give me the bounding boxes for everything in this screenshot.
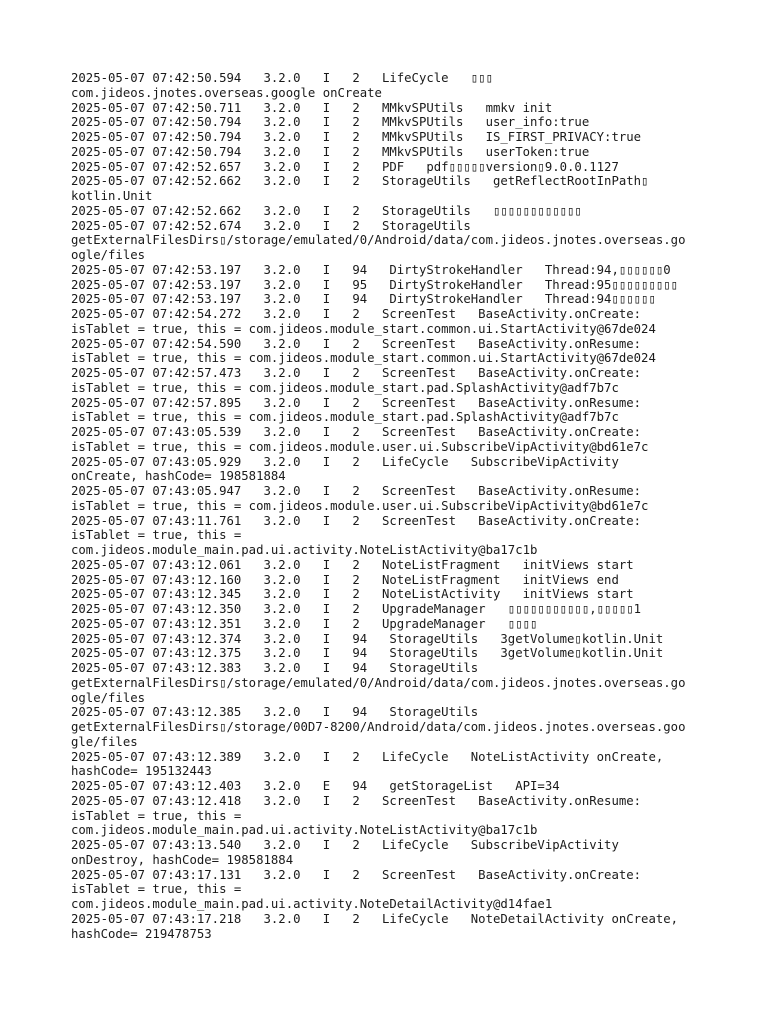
log-line: isTablet = true, this = com.jideos.module_start.common.ui.StartActivity@67de024 — [71, 351, 656, 366]
log-line: 2025-05-07 07:43:05.929 3.2.0 I 2 LifeCycle SubscribeVipActivity — [71, 454, 619, 469]
log-line: 2025-05-07 07:42:50.594 3.2.0 I 2 LifeCycle ▯▯▯ — [71, 71, 493, 85]
log-line: 2025-05-07 07:43:12.345 3.2.0 I 2 NoteListActivity initViews start — [71, 587, 634, 602]
log-line: 2025-05-07 07:42:50.794 3.2.0 I 2 MMkvSPUtils userToken:true — [71, 144, 590, 159]
log-line: 2025-05-07 07:43:17.218 3.2.0 I 2 LifeCycle NoteDetailActivity onCreate, — [71, 911, 679, 926]
log-line: 2025-05-07 07:43:12.374 3.2.0 I 94 StorageUtils 3getVolume▯kotlin.Unit — [71, 631, 664, 646]
log-line: getExternalFilesDirs▯/storage/00D7-8200/Android/data/com.jideos.jnotes.overseas.goo — [71, 720, 686, 734]
log-line: getExternalFilesDirs▯/storage/emulated/0/Android/data/com.jideos.jnotes.overseas.go — [71, 675, 686, 690]
log-line: 2025-05-07 07:42:53.197 3.2.0 I 94 DirtyStrokeHandler Thread:94,▯▯▯▯▯▯0 — [71, 262, 671, 277]
log-line: 2025-05-07 07:43:13.540 3.2.0 I 2 LifeCycle SubscribeVipActivity — [71, 838, 619, 852]
log-line: hashCode= 195132443 — [71, 764, 212, 779]
log-line: isTablet = true, this = — [71, 528, 242, 543]
log-line: 2025-05-07 07:42:50.794 3.2.0 I 2 MMkvSPUtils user_info:true — [71, 115, 590, 130]
log-line: kotlin.Unit — [71, 189, 153, 203]
log-line: 2025-05-07 07:42:52.657 3.2.0 I 2 PDF pdf▯▯▯▯▯version▯9.0.0.1127 — [71, 159, 619, 174]
log-line: 2025-05-07 07:43:12.418 3.2.0 I 2 ScreenTest BaseActivity.onResume: — [71, 793, 642, 808]
log-line: 2025-05-07 07:43:12.403 3.2.0 E 94 getStorageList API=34 — [71, 779, 560, 793]
log-line: 2025-05-07 07:43:12.375 3.2.0 I 94 StorageUtils 3getVolume▯kotlin.Unit — [71, 646, 664, 661]
log-line: 2025-05-07 07:43:11.761 3.2.0 I 2 ScreenTest BaseActivity.onCreate: — [71, 513, 642, 528]
log-line: 2025-05-07 07:42:52.674 3.2.0 I 2 StorageUtils — [71, 218, 471, 233]
log-line: 2025-05-07 07:42:54.590 3.2.0 I 2 ScreenTest BaseActivity.onResume: — [71, 336, 642, 351]
log-line: getExternalFilesDirs▯/storage/emulated/0/Android/data/com.jideos.jnotes.overseas.go — [71, 233, 686, 248]
log-line: 2025-05-07 07:42:50.711 3.2.0 I 2 MMkvSPUtils mmkv init — [71, 100, 553, 115]
log-line: 2025-05-07 07:42:53.197 3.2.0 I 95 DirtyStrokeHandler Thread:95▯▯▯▯▯▯▯▯▯ — [71, 277, 679, 292]
log-line: ogle/files — [71, 690, 146, 705]
log-line: isTablet = true, this = — [71, 808, 242, 823]
log-line: isTablet = true, this = com.jideos.module_start.pad.SplashActivity@adf7b7c — [71, 410, 619, 425]
log-line: 2025-05-07 07:43:12.389 3.2.0 I 2 LifeCycle NoteListActivity onCreate, — [71, 749, 664, 764]
log-line: 2025-05-07 07:42:57.473 3.2.0 I 2 ScreenTest BaseActivity.onCreate: — [71, 366, 642, 380]
log-line: 2025-05-07 07:43:05.947 3.2.0 I 2 ScreenTest BaseActivity.onResume: — [71, 484, 642, 498]
log-line: isTablet = true, this = com.jideos.module.user.ui.SubscribeVipActivity@bd61e7c — [71, 498, 649, 513]
log-line: isTablet = true, this = com.jideos.module.user.ui.SubscribeVipActivity@bd61e7c — [71, 439, 649, 454]
log-line: 2025-05-07 07:43:12.160 3.2.0 I 2 NoteListFragment initViews end — [71, 572, 619, 587]
log-line: hashCode= 219478753 — [71, 926, 212, 941]
log-line: 2025-05-07 07:43:12.350 3.2.0 I 2 UpgradeManager ▯▯▯▯▯▯▯▯▯▯▯,▯▯▯▯▯1 — [71, 602, 642, 616]
log-line: 2025-05-07 07:43:05.539 3.2.0 I 2 ScreenTest BaseActivity.onCreate: — [71, 425, 642, 439]
log-line: 2025-05-07 07:42:52.662 3.2.0 I 2 StorageUtils getReflectRootInPath▯ — [71, 174, 649, 189]
log-line: isTablet = true, this = com.jideos.module_start.pad.SplashActivity@adf7b7c — [71, 380, 619, 395]
log-line: isTablet = true, this = com.jideos.module_start.common.ui.StartActivity@67de024 — [71, 321, 656, 336]
log-line: 2025-05-07 07:42:52.662 3.2.0 I 2 StorageUtils ▯▯▯▯▯▯▯▯▯▯▯▯ — [71, 203, 582, 218]
log-line: isTablet = true, this = — [71, 882, 242, 897]
log-line: 2025-05-07 07:43:12.351 3.2.0 I 2 UpgradeManager ▯▯▯▯ — [71, 616, 538, 631]
log-line: com.jideos.module_main.pad.ui.activity.NoteListActivity@ba17c1b — [71, 543, 538, 557]
log-line: com.jideos.module_main.pad.ui.activity.NoteListActivity@ba17c1b — [71, 823, 538, 838]
log-line: 2025-05-07 07:43:12.061 3.2.0 I 2 NoteListFragment initViews start — [71, 557, 634, 572]
log-document — [71, 71, 711, 941]
log-line: com.jideos.jnotes.overseas.google onCreate — [71, 85, 382, 100]
log-line: 2025-05-07 07:43:17.131 3.2.0 I 2 ScreenTest BaseActivity.onCreate: — [71, 867, 642, 882]
log-line: com.jideos.module_main.pad.ui.activity.NoteDetailActivity@d14fae1 — [71, 897, 553, 911]
log-line: onDestroy, hashCode= 198581884 — [71, 852, 294, 867]
log-line: 2025-05-07 07:42:50.794 3.2.0 I 2 MMkvSPUtils IS_FIRST_PRIVACY:true — [71, 130, 642, 144]
log-line: 2025-05-07 07:42:53.197 3.2.0 I 94 DirtyStrokeHandler Thread:94▯▯▯▯▯▯ — [71, 292, 656, 307]
log-line: ogle/files — [71, 248, 146, 262]
log-line: gle/files — [71, 734, 138, 749]
log-line: onCreate, hashCode= 198581884 — [71, 469, 286, 484]
log-line: 2025-05-07 07:42:57.895 3.2.0 I 2 ScreenTest BaseActivity.onResume: — [71, 395, 642, 410]
log-line: 2025-05-07 07:43:12.383 3.2.0 I 94 StorageUtils — [71, 661, 479, 675]
log-line: 2025-05-07 07:42:54.272 3.2.0 I 2 ScreenTest BaseActivity.onCreate: — [71, 307, 642, 321]
log-line: 2025-05-07 07:43:12.385 3.2.0 I 94 StorageUtils — [71, 705, 479, 720]
